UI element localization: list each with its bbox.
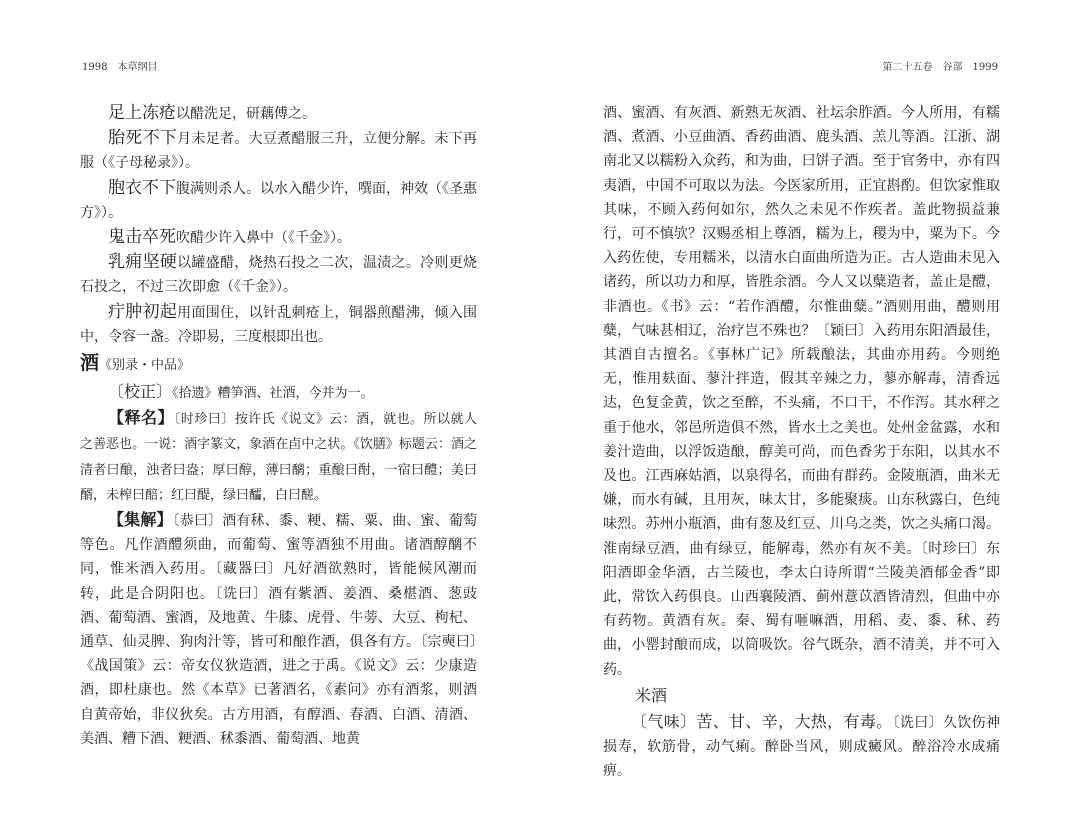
jijie-text: 〔恭曰〕酒有秫、黍、粳、糯、粟、曲、蜜、葡萄等色。凡作酒醴须曲，而葡萄、蜜等酒独不用曲。诸酒醇醨不同，惟米酒入药用。〔藏器曰〕凡好酒欲熟时，皆能候风潮而转，此是合阴阳也。〔诜曰〕酒有紫酒、姜酒、桑椹酒、葱豉酒、葡萄酒、蜜酒，及地黄、牛膝、虎骨、牛蒡、大豆、枸杞、通草、仙灵脾、狗肉汁等，皆可和酿作酒，俱各有方。〔宗奭曰〕《战国策》云：帝女仪狄造酒，进之于禹。《说文》云：少康造酒，即杜康也。然《本草》已著酒名，《素问》亦有酒浆，则酒自黄帝始，非仪狄矣。古方用酒，有醇酒、春酒、白酒、清酒、美酒、糟下酒、粳酒、秫黍酒、葡萄酒、地黄	[80, 513, 477, 747]
remedy-entry	[80, 126, 477, 175]
qiwei-label: 〔气味〕	[631, 711, 697, 731]
running-header-left: 1998 本草纲目	[82, 62, 158, 73]
remedy-headword: 足上冻疮	[108, 103, 176, 123]
left-page-column	[80, 101, 477, 751]
remedy-text: 以醋洗足，研藕傅之。	[176, 106, 316, 122]
remedy-text: 用面围住，以针乱刺疮上，铜器煎醋沸，倾入围中，令容一盏。冷即易，三度根即出也。	[80, 304, 478, 345]
jiaozheng-text: 《拾遗》糟笋酒、社酒，今并为一。	[172, 386, 374, 402]
section-source: 《别录・中品》	[99, 358, 191, 374]
remedy-text: 月未足者。大豆煮醋服三升，立便分解。未下再服（《子母秘录》）。	[80, 131, 478, 172]
remedy-entry	[80, 225, 477, 250]
shiming-label: 【释名】	[108, 408, 174, 428]
remedy-headword: 鬼击卒死	[108, 227, 176, 248]
remedy-headword: 乳痈坚硬	[108, 252, 178, 273]
jiaozheng-label: 〔校正〕	[108, 382, 173, 402]
remedy-headword: 疔肿初起	[108, 301, 178, 322]
remedy-headword: 胞衣不下	[108, 177, 176, 198]
section-title-text: 酒	[80, 352, 100, 375]
section-title	[80, 349, 477, 380]
right-page-column	[603, 101, 1000, 783]
subsection-title: 米酒	[635, 685, 668, 705]
remedy-text: 腹满则杀人。以水入醋少许，噀面，神效（《圣惠方》）。	[80, 180, 477, 221]
remedy-entry	[80, 300, 477, 349]
qiwei-taste: 苦、甘、辛，大热，有毒。	[696, 711, 893, 731]
running-header-right: 第二十五卷 谷部 1999	[882, 62, 998, 73]
shiming-paragraph	[80, 406, 477, 508]
jijie-paragraph	[80, 508, 477, 751]
remedy-headword: 胎死不下	[108, 128, 178, 149]
jiaozheng-paragraph	[80, 380, 477, 406]
qiwei-text: 〔诜曰〕久饮伤神损寿，软筋骨，动气痢。醉卧当风，则成癜风。醉浴冷水成痛痹。	[603, 714, 1000, 780]
shiming-text: 〔时珍曰〕按许氏《说文》云：酒，就也。所以就人之善恶也。一说：酒字篆文，象酒在卣中之状。《饮膳》标题云：酒之清者曰酿，浊者曰盎；厚曰醇，薄曰醨；重酿曰酎，一宿曰醴；美曰醑，未榨曰醅；红曰醍，绿曰醽，白曰醝。	[80, 412, 477, 503]
remedy-entry	[80, 101, 477, 126]
jijie-label: 【集解】	[108, 510, 173, 530]
continued-text: 酒、蜜酒、有灰酒、新熟无灰酒、社坛余胙酒。今人所用，有糯酒、煮酒、小豆曲酒、香药曲酒、鹿头酒、羔儿等酒。江浙、湖南北又以糯粉入众药，和为曲，曰饼子酒。至于官务中，亦有四夷酒，中国不可取以为法。今医家所用，正宜斟酌。但饮家惟取其味，不顾入药何如尔，然久之未见不作疾者。盖此物损益兼行，可不慎欤？汉赐丞相上尊酒，糯为上，稷为中，粟为下。今入药佐使，专用糯米，以清水白面曲所造为正。古人造曲未见入诸药，所以功力和厚，皆胜余酒。今人又以糵造者，盖止是醴，非酒也。《书》云：“若作酒醴，尔惟曲糵。”酒则用曲，醴则用糵，气味甚相辽，治疗岂不殊也？〔颖曰〕入药用东阳酒最佳，其酒自古擅名。《事林广记》所载酿法，其曲亦用药。今则绝无，惟用麸面、蓼汁拌造，假其辛辣之力，蓼亦解毒，清香远达，色复金黄，饮之至醉，不头痛，不口干，不作泻。其水秤之重于他水，邻邑所造俱不然，皆水土之美也。处州金盆露，水和姜汁造曲，以浮饭造酿，醇美可尚，而色香劣于东阳，以其水不及也。江西麻姑酒，以泉得名，而曲有群药。金陵瓶酒，曲米无嫌，而水有碱，且用灰，味太甘，多能聚痰。山东秋露白，色纯味烈。苏州小瓶酒，曲有葱及红豆、川乌之类，饮之头痛口渴。淮南绿豆酒，曲有绿豆，能解毒，然亦有灰不美。〔时珍曰〕东阳酒即金华酒，古兰陵也，李太白诗所谓“兰陵美酒郁金香”即此，常饮入药俱良。山西襄陵酒、蓟州薏苡酒皆清烈，但曲中亦有药物。黄酒有灰。秦、蜀有咂嘛酒，用稻、麦、黍、秫、药曲，小罂封酿而成，以筒吸饮。谷气既杂，酒不清美，并不可入药。	[603, 105, 1000, 678]
remedy-entry	[80, 176, 477, 225]
remedy-text: 以罐盛醋，烧热石投之二次，温渍之。冷则更烧石投之，不过三次即愈（《千金》）。	[80, 255, 478, 296]
remedy-entry	[80, 250, 477, 299]
qiwei-paragraph	[603, 710, 1000, 784]
remedy-text: 吹醋少许入鼻中（《千金》）。	[176, 230, 351, 247]
